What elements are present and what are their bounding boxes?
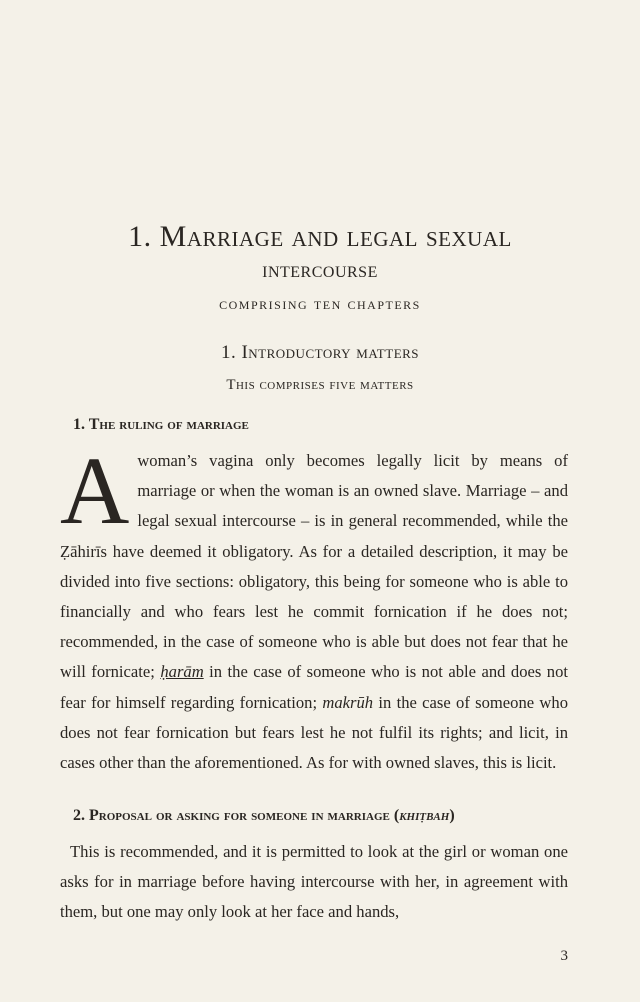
term-khitbah: khiṭbah [399,807,450,824]
section-heading-proposal-close: ) [449,807,455,824]
term-haram: ḥarām [160,662,204,682]
page-number: 3 [560,948,568,964]
body-text-proposal: This is recommended, and it is permitted to look at the girl or woman one asks for in marriage before having intercourse with her, in agreement with them, but one may only look at her face and hands, [60,842,568,922]
body-text-part-2: in the case of someone who is not able and does not fear for himself regarding fornication; [60,662,568,712]
chapter-subtitle: This comprises five matters [226,377,414,393]
body-text-part-1: woman’s vagina only becomes legally licit by means of marriage or when the woman is an owned slave. Marriage – and legal sexual intercourse – is in general recommended, while the Ẓāhirīs have deemed it obligatory. As for a detailed description, it may be divided into five sections: obligatory, this being for someone who is able to financially and who fears lest he commit fornication if he does not; recommended, in the case of someone who is able but does not fear that he will fornicate; [60,451,568,682]
term-makruh: makrūh [322,692,374,712]
section-body-proposal [60,837,568,928]
part-title: 1. Marriage and legal sexual [128,220,512,253]
chapter-title: 1. Introductory matters [220,342,420,363]
section-body-ruling-of-marriage [60,437,568,778]
part-title-continued: intercourse [262,257,378,282]
body-text-part-3: in the case of someone who does not fear fornication but fears lest he not fulfil its rights; and licit, in cases other than the aforementioned. As for with owned slaves, this is licit. [60,692,568,773]
section-heading-ruling-of-marriage: 1. The ruling of marriage [73,416,249,433]
section-heading-proposal [73,807,455,825]
section-heading-proposal-text: 2. Proposal or asking for someone in marriage ( [73,807,400,824]
part-subtitle: comprising ten chapters [219,294,421,313]
drop-cap: A [60,437,130,544]
